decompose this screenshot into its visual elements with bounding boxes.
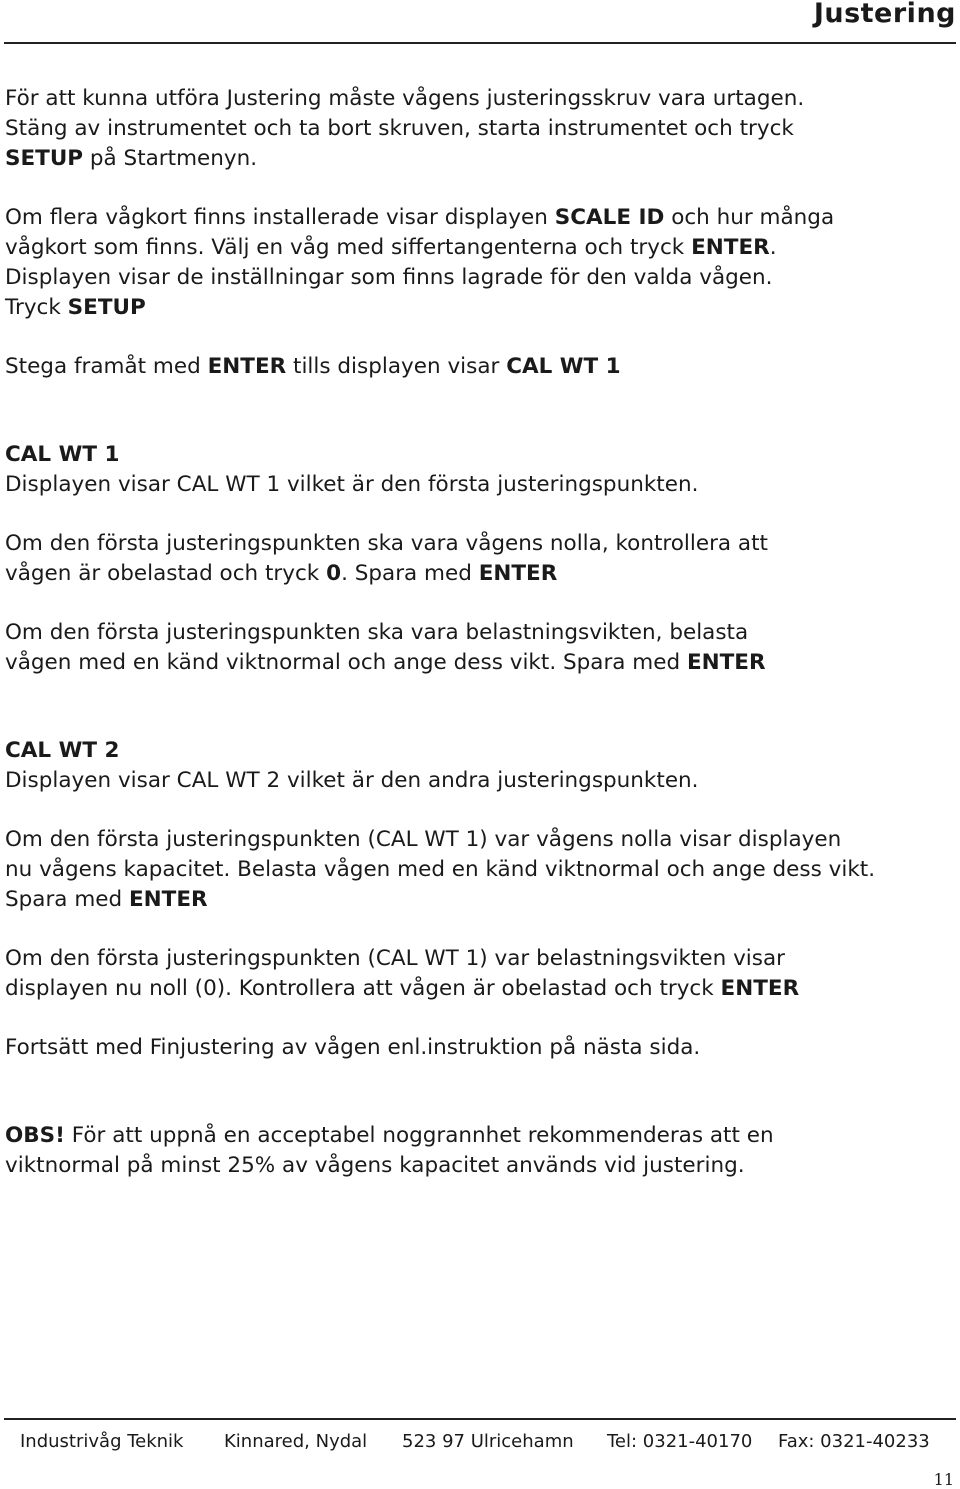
cal2-line <box>5 974 955 1004</box>
document-body <box>5 84 955 1181</box>
text: Stäng av instrumentet och ta bort skruven, starta instrumentet och tryck <box>5 116 794 141</box>
key-enter: ENTER <box>207 354 287 379</box>
cal2-line <box>5 944 955 974</box>
continue-note: Fortsätt med Finjustering av vågen enl.instruktion på nästa sida. <box>5 1035 701 1060</box>
text: nu vågens kapacitet. Belasta vågen med en känd viktnormal och ange dess vikt. <box>5 857 876 882</box>
text: tills displayen visar <box>286 354 507 379</box>
footer-company: Industrivåg Teknik <box>20 1431 184 1452</box>
text: vågen med en känd viktnormal och ange dess vikt. Spara med <box>5 650 687 675</box>
text: Stega framåt med <box>5 354 208 379</box>
intro-line <box>5 84 955 114</box>
scale-line <box>5 293 955 323</box>
footer-fax: Fax: 0321-40233 <box>778 1431 930 1452</box>
text: Om den första justeringspunkten (CAL WT 1) var vågens nolla visar displayen <box>5 827 842 852</box>
obs-note-line <box>5 1151 955 1181</box>
header-divider <box>4 42 956 44</box>
cal2-description: Displayen visar CAL WT 2 vilket är den andra justeringspunkten. <box>5 768 699 793</box>
page-title: Justering <box>813 0 956 29</box>
footer-divider <box>4 1418 956 1420</box>
cal2-line <box>5 825 955 855</box>
obs-label: OBS! <box>5 1123 65 1148</box>
text: vågen är obelastad och tryck <box>5 561 327 586</box>
text: För att uppnå en acceptabel noggrannhet rekommenderas att en <box>64 1123 774 1148</box>
cal2-line <box>5 855 955 885</box>
display-scale-id: SCALE ID <box>554 205 665 230</box>
obs-note <box>5 1121 955 1151</box>
footer-city: 523 97 Ulricehamn <box>402 1431 574 1452</box>
stega-line <box>5 352 955 382</box>
cal1-line <box>5 529 955 559</box>
text: Tryck <box>5 295 68 320</box>
text: Om den första justeringspunkten (CAL WT 1) var belastningsvikten visar <box>5 946 785 971</box>
cal1-line <box>5 559 955 589</box>
text: Om den första justeringspunkten ska vara belastningsvikten, belasta <box>5 620 749 645</box>
key-enter: ENTER <box>686 650 766 675</box>
key-enter: ENTER <box>478 561 558 586</box>
section-heading-cal-wt-1: CAL WT 1 <box>5 442 120 467</box>
text: Displayen visar de inställningar som finns lagrade för den valda vågen. <box>5 265 773 290</box>
scale-line <box>5 263 955 293</box>
text: viktnormal på minst 25% av vågens kapacitet används vid justering. <box>5 1153 745 1178</box>
section-heading-cal-wt-2: CAL WT 2 <box>5 738 120 763</box>
key-enter: ENTER <box>720 976 800 1001</box>
text: displayen nu noll (0). Kontrollera att vågen är obelastad och tryck <box>5 976 721 1001</box>
intro-line <box>5 144 955 174</box>
text: För att kunna utföra Justering måste vågens justeringsskruv vara urtagen. <box>5 86 805 111</box>
key-enter: ENTER <box>691 235 770 260</box>
scale-line <box>5 203 955 233</box>
display-cal-wt-1: CAL WT 1 <box>506 354 621 379</box>
key-zero: 0 <box>326 561 342 586</box>
text: Om den första justeringspunkten ska vara vågens nolla, kontrollera att <box>5 531 768 556</box>
scale-line <box>5 233 955 263</box>
cal2-line <box>5 885 955 915</box>
text: . <box>769 235 777 260</box>
page-number: 11 <box>933 1470 954 1489</box>
footer-address: Kinnared, Nydal <box>224 1431 368 1452</box>
footer-tel: Tel: 0321-40170 <box>607 1431 753 1452</box>
key-setup: SETUP <box>5 146 84 171</box>
text: på Startmenyn. <box>83 146 258 171</box>
key-setup: SETUP <box>67 295 146 320</box>
cal1-line <box>5 648 955 678</box>
key-enter: ENTER <box>128 887 208 912</box>
text: Om flera vågkort finns installerade visar displayen <box>5 205 555 230</box>
cal1-description: Displayen visar CAL WT 1 vilket är den första justeringspunkten. <box>5 472 699 497</box>
cal1-line <box>5 618 955 648</box>
intro-line <box>5 114 955 144</box>
text: och hur många <box>664 205 835 230</box>
text: . Spara med <box>341 561 479 586</box>
text: Spara med <box>5 887 129 912</box>
text: vågkort som finns. Välj en våg med siffertangenterna och tryck <box>5 235 692 260</box>
